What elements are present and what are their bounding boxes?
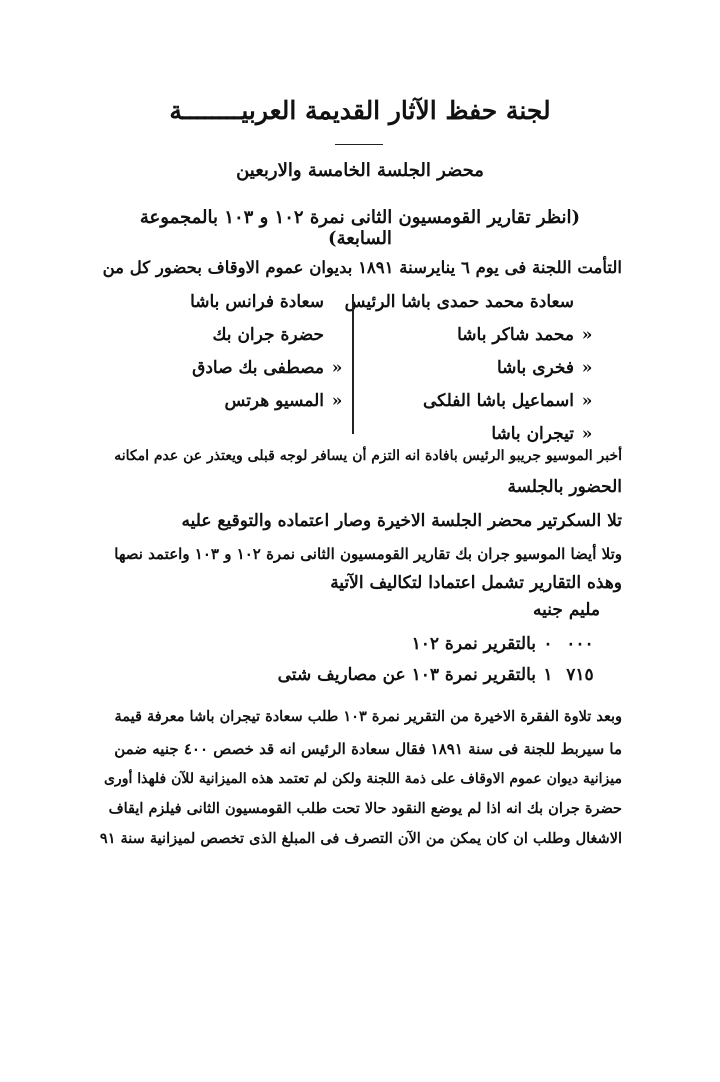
- member-entry: [160, 320, 350, 353]
- reference-note: (انظر تقارير القومسيون الثانى نمرة ١٠٢ و ١٠٣ بالمجموعة السابعة): [139, 207, 581, 249]
- member-entry: [160, 386, 350, 419]
- pounds-value: ٠: [543, 634, 553, 654]
- ditto-mark: «: [581, 358, 593, 378]
- money-row: [300, 634, 600, 654]
- column-divider: [352, 294, 354, 434]
- member-entry: [344, 287, 600, 320]
- reports-line-2: وهذه التقارير تشمل اعتمادا لتكاليف الآتية: [330, 573, 622, 593]
- minutes-line: تلا السكرتير محضر الجلسة الاخيرة وصار اعتماده والتوقيع عليه: [181, 511, 622, 531]
- money-row: [277, 665, 600, 685]
- member-entry: [360, 386, 600, 419]
- money-description: بالتقرير نمرة ١٠٢: [411, 634, 536, 654]
- apology-line-2: الحضور بالجلسة: [507, 477, 622, 497]
- member-name: المسيو هرتس: [224, 391, 324, 411]
- reports-line-1: وتلا أيضا الموسيو جران بك تقارير القومسيون الثانى نمرة ١٠٢ و ١٠٣ واعتمد نصها: [114, 545, 622, 563]
- member-entry: [360, 353, 600, 386]
- committee-title: لجنة حفظ الآثار القديمة العربيــــــــة: [169, 96, 551, 125]
- closing-line-1: وبعد تلاوة الفقرة الاخيرة من التقرير نمرة ١٠٣ طلب سعادة تيجران باشا معرفة قيمة: [114, 708, 622, 725]
- ditto-mark: «: [331, 391, 343, 411]
- closing-line-3: ميزانية ديوان عموم الاوقاف على ذمة اللجنة ولكن لم تعتمد هذه الميزانية للآن فلهذا أورى: [103, 771, 622, 787]
- ditto-mark: «: [331, 358, 343, 378]
- closing-line-5: الاشغال وطلب ان كان يمكن من الآن التصرف فى المبلغ الذى تخصص لميزانية سنة ٩١: [99, 830, 622, 847]
- money-description: بالتقرير نمرة ١٠٣ عن مصاريف شتى: [277, 665, 536, 685]
- milliemes-value: ٧١٥: [566, 665, 594, 685]
- member-name: محمد شاكر باشا: [457, 325, 574, 345]
- money-header: مليم جنيه: [533, 600, 600, 620]
- members-right-column: [344, 287, 600, 452]
- milliemes-value: ٠٠٠: [566, 634, 594, 654]
- ditto-mark: «: [581, 391, 593, 411]
- member-entry: [360, 320, 600, 353]
- member-name: مصطفى بك صادق: [192, 358, 324, 378]
- member-name: فخرى باشا: [496, 358, 574, 378]
- apology-line-1: أخبر الموسيو جريبو الرئيس بافادة انه التزم أن يسافر لوجه قبلى ويعتذر عن عدم امكانه: [114, 448, 622, 464]
- closing-line-2: ما سيربط للجنة فى سنة ١٨٩١ فقال سعادة الرئيس انه قد خصص ٤٠٠ جنيه ضمن: [114, 740, 622, 758]
- member-name: سعادة فرانس باشا: [190, 292, 324, 312]
- opening-line: التأمت اللجنة فى يوم ٦ ينايرسنة ١٨٩١ بديوان عموم الاوقاف بحضور كل من: [102, 258, 622, 277]
- ditto-mark: «: [581, 325, 593, 345]
- ditto-mark: «: [581, 424, 593, 444]
- member-name: اسماعيل باشا الفلكى: [423, 391, 574, 411]
- member-name: حضرة جران بك: [212, 325, 324, 345]
- title-divider: [335, 144, 383, 145]
- pounds-value: ١: [543, 665, 553, 685]
- member-entry: [160, 287, 350, 320]
- member-name: سعادة محمد حمدى باشا الرئيس: [344, 292, 574, 312]
- members-left-column: [160, 287, 350, 419]
- member-entry: [160, 353, 350, 386]
- closing-line-4: حضرة جران بك انه اذا لم يوضع النقود حالا تحت طلب القومسيون الثانى فيلزم ايقاف: [108, 800, 622, 817]
- member-name: تيجران باشا: [491, 424, 574, 444]
- session-subtitle: محضر الجلسة الخامسة والاربعين: [236, 160, 484, 181]
